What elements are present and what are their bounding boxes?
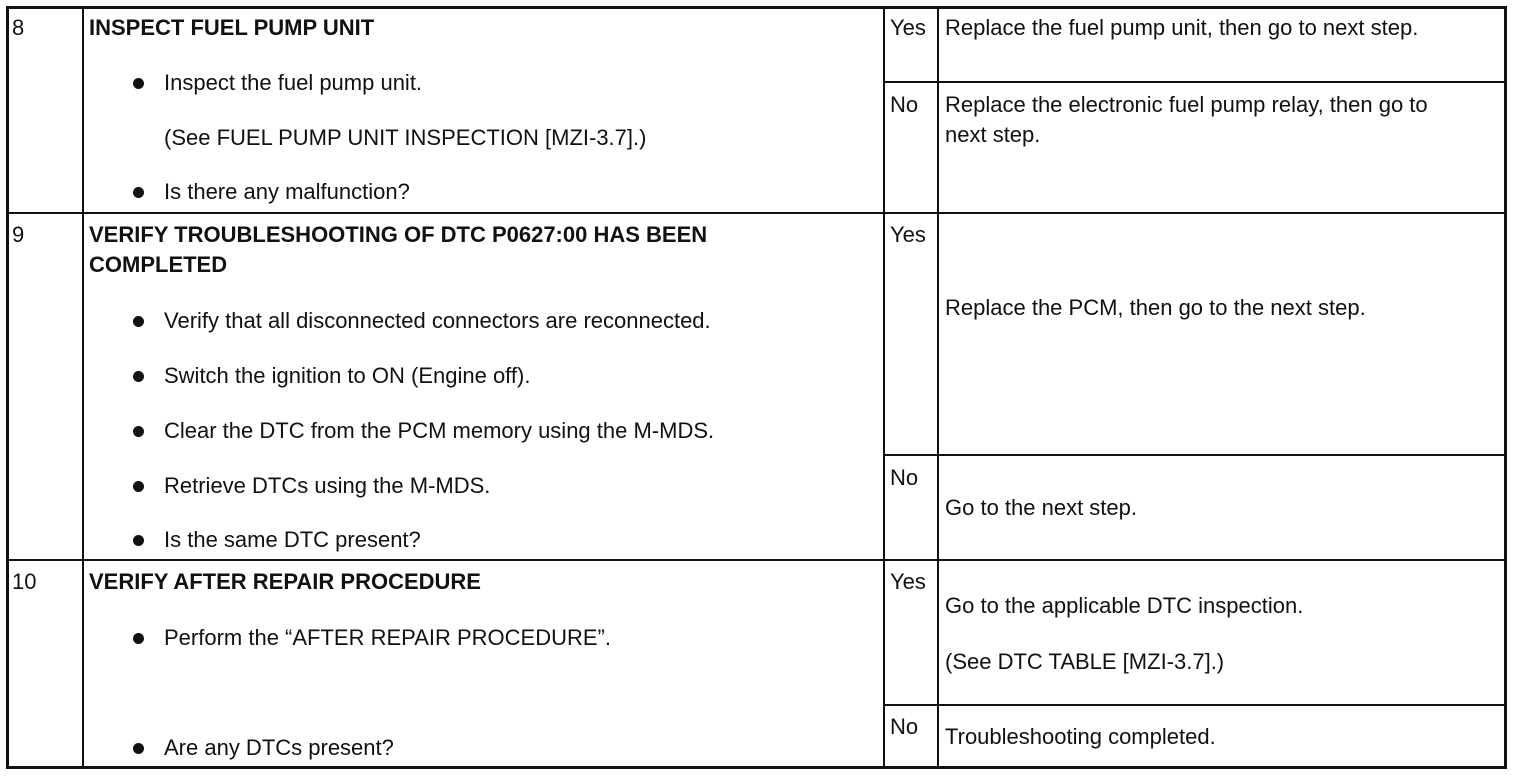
no-label: No [890, 714, 919, 739]
bullet-icon [133, 743, 144, 754]
list-item: Verify that all disconnected connectors are reconnected. [164, 308, 711, 333]
list-item: Clear the DTC from the PCM memory using the M-MDS. [164, 418, 715, 443]
step-title: VERIFY AFTER REPAIR PROCEDURE [89, 569, 481, 594]
step-title: VERIFY TROUBLESHOOTING OF DTC P0627:00 HAS BEEN [89, 222, 708, 247]
step-number: 10 [12, 569, 37, 594]
no-label: No [890, 92, 919, 117]
yes-action: Replace the fuel pump unit, then go to next step. [945, 15, 1419, 40]
bullet-icon [133, 316, 144, 327]
row-divider [8, 559, 1506, 561]
list-item: Perform the “AFTER REPAIR PROCEDURE”. [164, 625, 611, 650]
list-item: Is the same DTC present? [164, 527, 421, 552]
reference-note: (See DTC TABLE [MZI-3.7].) [945, 649, 1225, 674]
column-divider-step [82, 8, 84, 768]
list-item: Is there any malfunction? [164, 179, 410, 204]
list-item: Switch the ignition to ON (Engine off). [164, 363, 531, 388]
no-action: Troubleshooting completed. [945, 724, 1216, 749]
no-label: No [890, 465, 919, 490]
bullet-icon [133, 426, 144, 437]
bullet-icon [133, 481, 144, 492]
bullet-icon [133, 633, 144, 644]
list-item: Are any DTCs present? [164, 735, 394, 760]
bullet-icon [133, 78, 144, 89]
bullet-icon [133, 187, 144, 198]
yes-no-divider [884, 454, 1506, 456]
step-title: COMPLETED [89, 252, 228, 277]
reference-note: (See FUEL PUMP UNIT INSPECTION [MZI-3.7].) [164, 125, 647, 150]
yes-action: Replace the PCM, then go to the next step. [945, 295, 1366, 320]
yes-action: Go to the applicable DTC inspection. [945, 593, 1304, 618]
yes-label: Yes [890, 569, 926, 594]
list-item: Retrieve DTCs using the M-MDS. [164, 473, 491, 498]
bullet-icon [133, 371, 144, 382]
step-number: 9 [12, 222, 25, 247]
yes-no-divider [884, 704, 1506, 706]
column-divider-result [937, 8, 939, 768]
yes-label: Yes [890, 15, 926, 40]
list-item: Inspect the fuel pump unit. [164, 70, 423, 95]
step-title: INSPECT FUEL PUMP UNIT [89, 15, 375, 40]
bullet-icon [133, 535, 144, 546]
yes-label: Yes [890, 222, 926, 247]
no-action: Replace the electronic fuel pump relay, then go to [945, 92, 1428, 117]
row-divider [8, 212, 1506, 214]
yes-no-divider [884, 81, 1506, 83]
no-action: Go to the next step. [945, 495, 1138, 520]
step-number: 8 [12, 15, 25, 40]
no-action: next step. [945, 122, 1041, 147]
column-divider-action [883, 8, 885, 768]
